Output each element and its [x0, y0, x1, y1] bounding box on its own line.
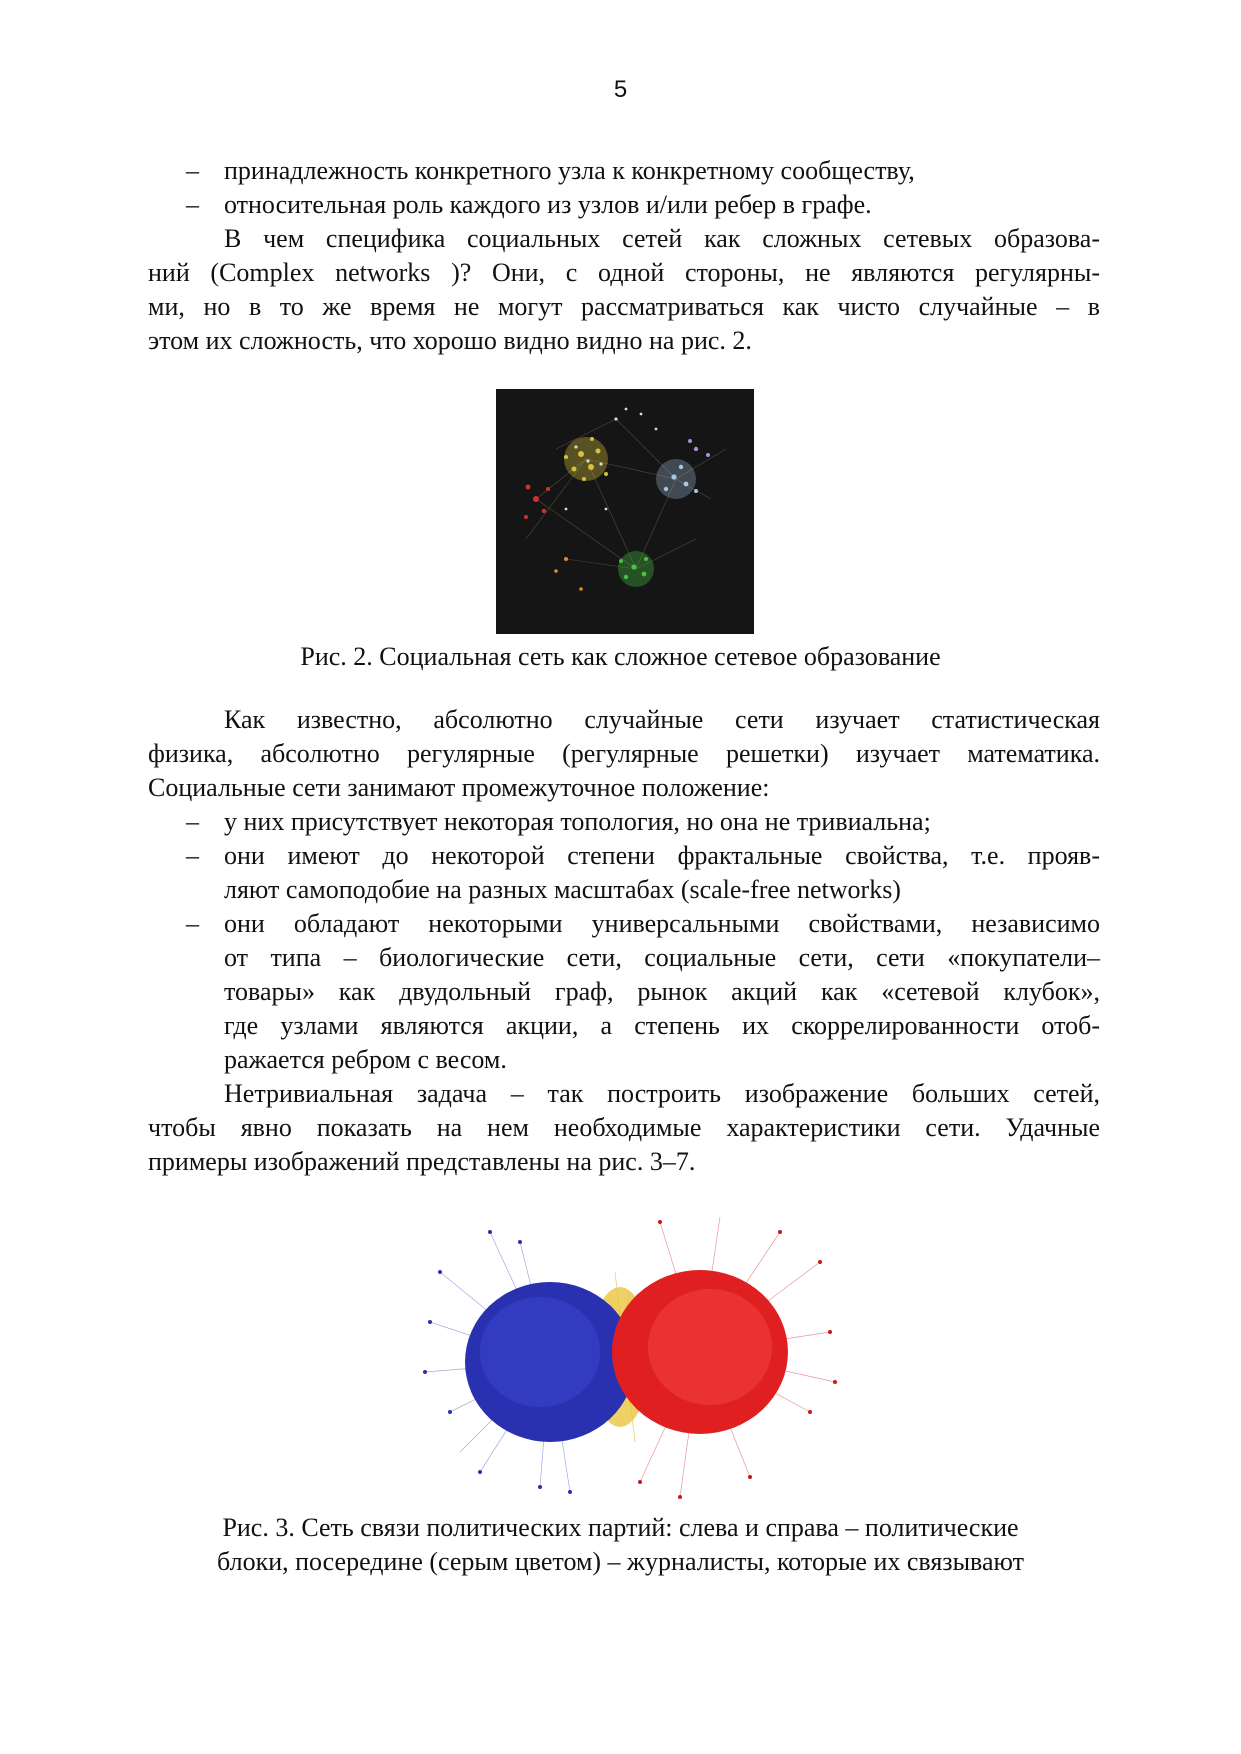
list-line: принадлежность конкретного узла к конкретному сообществу, — [224, 156, 915, 185]
figure-2-caption: Рис. 2. Социальная сеть как сложное сетевое образование — [300, 642, 941, 671]
caption-line: Рис. 3. Сеть связи политических партий: слева и справа – политические — [222, 1513, 1019, 1542]
list-line: ражается ребром с весом. — [224, 1045, 507, 1074]
list-line: от типа – биологические сети, социальные сети, сети «покупатели– — [224, 943, 1100, 972]
para-line: ми, но в то же время не могут рассматриваться как чисто случайные – в — [148, 292, 1100, 321]
figure-3-image — [420, 1212, 840, 1507]
figure-2-image — [496, 389, 754, 634]
social-network-graph — [496, 389, 754, 634]
list-line: у них присутствует некоторая топология, но она не тривиальна; — [224, 807, 931, 836]
dash-marker: – — [186, 156, 199, 185]
dash-marker: – — [186, 807, 199, 836]
list-line: товары» как двудольный граф, рынок акций как «сетевой клубок», — [224, 977, 1100, 1006]
list-line: они обладают некоторыми универсальными свойствами, независимо — [224, 909, 1100, 938]
figure-3-caption — [0, 1511, 1241, 1579]
paragraph — [148, 703, 1100, 805]
para-line: примеры изображений представлены на рис. 3–7. — [148, 1147, 696, 1176]
para-line: В чем специфика социальных сетей как сложных сетевых образова- — [224, 224, 1100, 253]
para-line: Как известно, абсолютно случайные сети изучает статистическая — [224, 705, 1100, 734]
dash-marker: – — [186, 190, 199, 219]
list-line: относительная роль каждого из узлов и/или ребер в графе. — [224, 190, 872, 219]
list-line: ляют самоподобие на разных масштабах (scale-free networks) — [224, 875, 901, 904]
caption-line: блоки, посередине (серым цветом) – журналисты, которые их связывают — [217, 1547, 1024, 1576]
para-line: этом их сложность, что хорошо видно видно на рис. 2. — [148, 326, 752, 355]
page-number: 5 — [613, 76, 628, 103]
para-line: Нетривиальная задача – так построить изображение больших сетей, — [224, 1079, 1100, 1108]
list-line: они имеют до некоторой степени фрактальные свойства, т.е. прояв- — [224, 841, 1100, 870]
dash-marker: – — [186, 841, 199, 870]
para-line: ний (Complex networks )? Они, с одной стороны, не являются регулярны- — [148, 258, 1100, 287]
para-line: чтобы явно показать на нем необходимые характеристики сети. Удачные — [148, 1113, 1100, 1142]
list-line: где узлами являются акции, а степень их скоррелированности отоб- — [224, 1011, 1100, 1040]
paragraph — [148, 222, 1100, 358]
para-line: физика, абсолютно регулярные (регулярные решетки) изучает математика. — [148, 739, 1100, 768]
paragraph — [148, 1077, 1100, 1179]
political-network-graph — [420, 1212, 840, 1507]
dash-marker: – — [186, 909, 199, 938]
para-line: Социальные сети занимают промежуточное положение: — [148, 773, 770, 802]
